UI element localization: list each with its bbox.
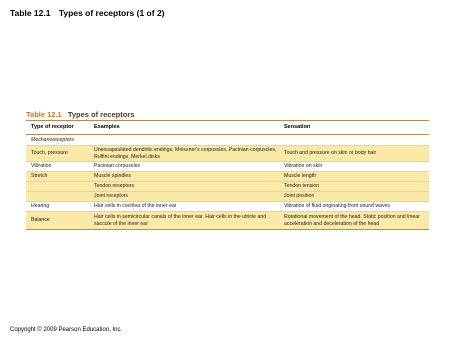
cell-sensation: Rotational movement of the head. Static position and linear acceleration and deceleration of the head bbox=[284, 214, 420, 227]
cell-sensation: Joint position bbox=[284, 193, 315, 200]
cell-sensation: Vibration of fluid originating from sound waves bbox=[284, 203, 391, 210]
header-examples: Examples bbox=[94, 124, 120, 131]
cell-examples: Hair cells in cochlea of the inner ear bbox=[94, 203, 177, 210]
table-row bbox=[26, 201, 429, 212]
cell-sensation: Touch and pressure on skin or body hair bbox=[284, 150, 377, 157]
section-label: Mechanoreceptors bbox=[31, 136, 74, 143]
section-row-mechanoreceptors bbox=[26, 135, 429, 146]
cell-type: Balance bbox=[31, 217, 50, 224]
cell-examples: Hair cells in semicircular canals of the inner ear. Hair cells in the utricle and saccule of the inner ear bbox=[94, 214, 267, 227]
cell-type: Touch, pressure bbox=[31, 150, 68, 157]
cell-sensation: Vibration on skin bbox=[284, 163, 323, 170]
table-row bbox=[26, 146, 429, 161]
header-sensation: Sensation bbox=[284, 124, 311, 131]
receptors-table bbox=[26, 109, 429, 230]
cell-type: Hearing bbox=[31, 203, 50, 210]
header-type: Type of receptor bbox=[31, 124, 74, 131]
cell-examples: Tendon receptors bbox=[94, 183, 135, 190]
cell-sensation: Muscle length bbox=[284, 173, 317, 180]
table-row bbox=[26, 212, 429, 229]
table-caption-number: Table 12.1 bbox=[26, 110, 62, 119]
cell-examples: Joint receptors bbox=[94, 193, 129, 200]
table-row bbox=[26, 161, 429, 172]
table-row bbox=[26, 172, 429, 182]
table-caption-text: Types of receptors bbox=[67, 110, 135, 119]
table-row bbox=[26, 182, 429, 192]
copyright-footer: Copyright © 2009 Pearson Education, Inc. bbox=[10, 327, 123, 333]
table-header-row bbox=[26, 121, 429, 135]
cell-examples: Unencapsulated dendritic endings, Meissner's corpuscles, Pacinian corpuscles, Ruffini endings, Merkel disks bbox=[94, 147, 277, 160]
table-row bbox=[26, 192, 429, 201]
cell-type: Vibration bbox=[31, 163, 52, 170]
table-body bbox=[26, 120, 429, 230]
slide-title bbox=[10, 8, 165, 18]
table-caption bbox=[26, 109, 429, 120]
slide-title-text: Types of receptors (1 of 2) bbox=[58, 8, 165, 18]
slide-title-number: Table 12.1 bbox=[10, 8, 51, 18]
cell-examples: Muscle spindles bbox=[94, 173, 131, 180]
cell-type: Stretch bbox=[31, 173, 48, 180]
cell-examples: Pacinian corpuscles bbox=[94, 163, 141, 170]
cell-sensation: Tendon tension bbox=[284, 183, 320, 190]
